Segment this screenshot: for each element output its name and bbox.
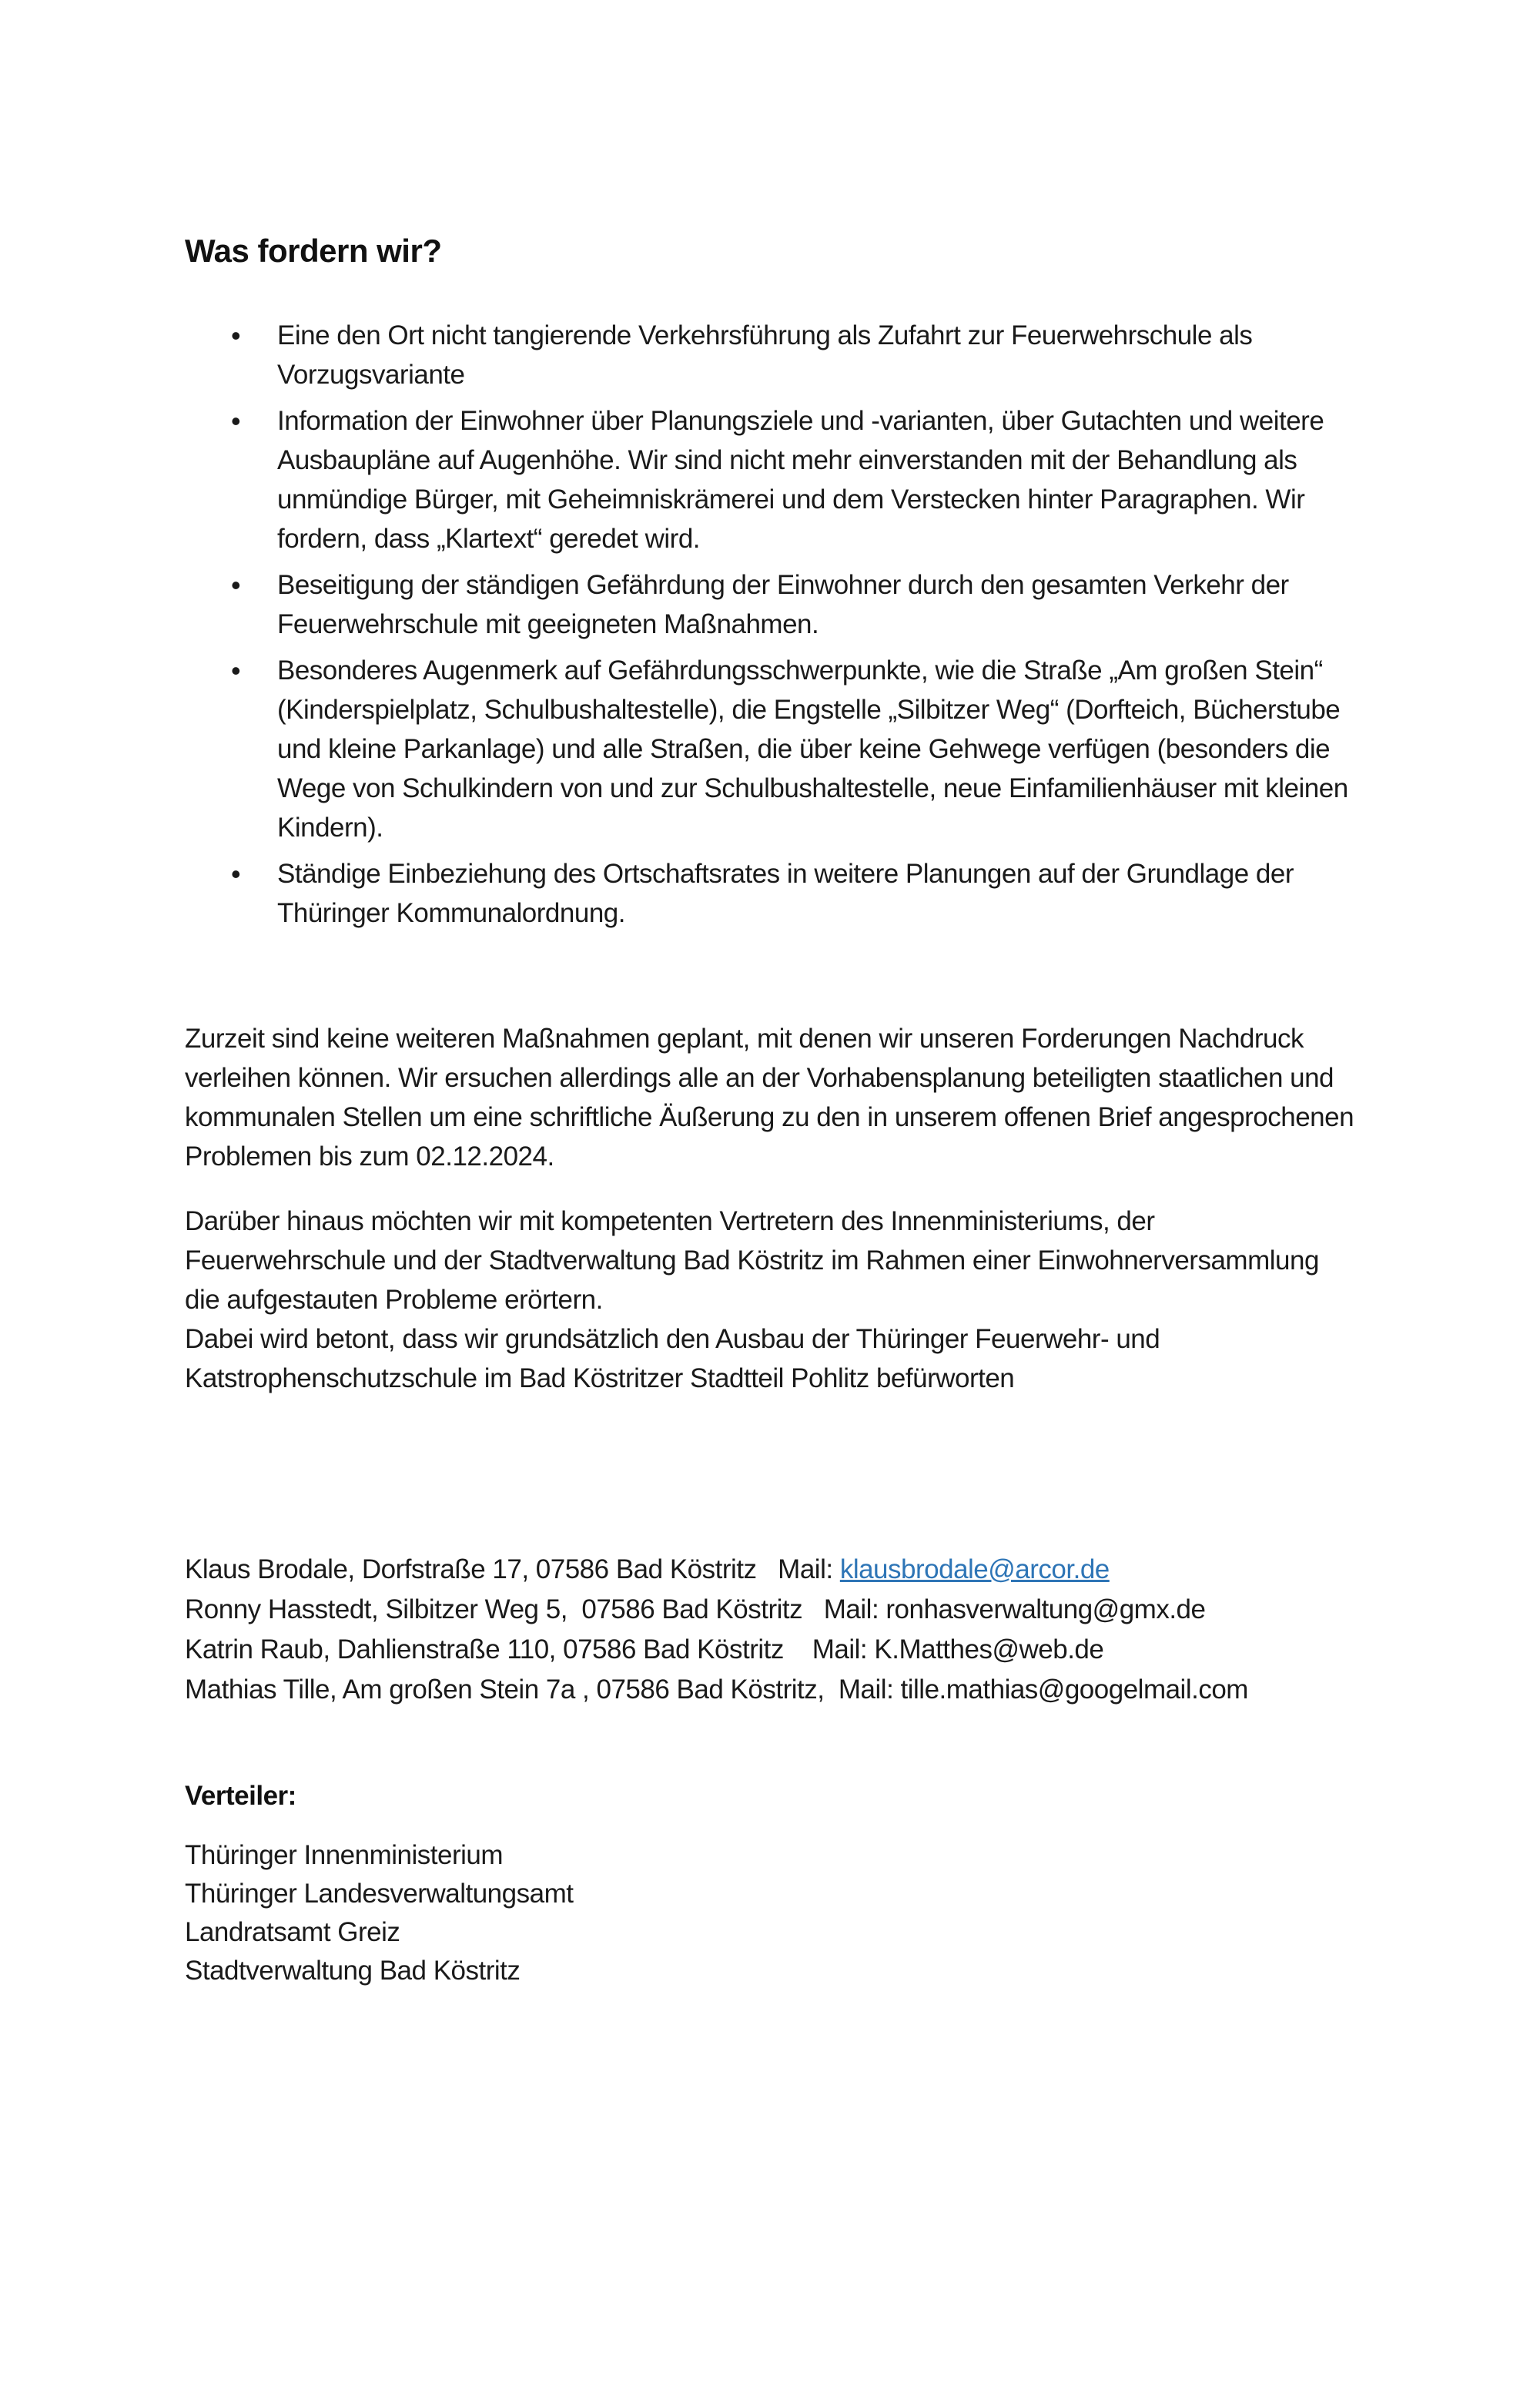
bullet-icon: • xyxy=(231,320,241,351)
demand-text: Eine den Ort nicht tangierende Verkehrsführung als Zufahrt zur Feuerwehrschule als Vorzugsvariante xyxy=(277,320,1253,390)
contact-text: Klaus Brodale, Dorfstraße 17, 07586 Bad Köstritz Mail: xyxy=(185,1554,840,1584)
document-page xyxy=(0,231,1540,2407)
demand-item xyxy=(185,651,1355,847)
email-text: ronhasverwaltung@gmx.de xyxy=(886,1594,1206,1624)
paragraph-measures: Zurzeit sind keine weiteren Maßnahmen geplant, mit denen wir unseren Forderungen Nachdruck verleihen können. Wir ersuchen allerdings alle an der Vorhabensplanung beteiligten staatlichen und kommunalen Stellen um eine schriftliche Äußerung zu den in unserem offenen Brief angesprochenen Problemen bis zum 02.12.2024. xyxy=(185,1024,1354,1172)
verteiler-list xyxy=(185,1836,1355,1990)
bullet-icon: • xyxy=(231,569,241,601)
email-text: K.Matthes@web.de xyxy=(874,1634,1104,1664)
contact-line xyxy=(185,1630,1355,1670)
contact-block xyxy=(185,1550,1355,1710)
contact-text: Mathias Tille, Am großen Stein 7a , 07586 Bad Köstritz, Mail: xyxy=(185,1675,901,1705)
demand-list xyxy=(185,316,1355,933)
contact-text: Katrin Raub, Dahlienstraße 110, 07586 Bad Köstritz Mail: xyxy=(185,1634,875,1664)
bullet-icon: • xyxy=(231,655,241,686)
verteiler-item: Stadtverwaltung Bad Köstritz xyxy=(185,1956,521,1986)
paragraph-meeting-group xyxy=(185,1202,1355,1398)
demand-item xyxy=(185,316,1355,394)
bullet-icon: • xyxy=(231,405,241,437)
demand-text: Beseitigung der ständigen Gefährdung der Einwohner durch den gesamten Verkehr der Feuerwehrschule mit geeigneten Maßnahmen. xyxy=(277,570,1289,639)
verteiler-heading: Verteiler: xyxy=(185,1781,296,1811)
demand-item xyxy=(185,565,1355,644)
verteiler-item: Landratsamt Greiz xyxy=(185,1917,400,1947)
demand-text: Information der Einwohner über Planungsziele und -varianten, über Gutachten und weitere Ausbaupläne auf Augenhöhe. Wir sind nicht mehr einverstanden mit der Behandlung als unmündige Bürger, mit Geheimniskrämerei und dem Verstecken hinter Paragraphen. Wir fordern, dass „Klartext“ geredet wird. xyxy=(277,406,1324,554)
contact-line xyxy=(185,1590,1355,1630)
verteiler-item: Thüringer Landesverwaltungsamt xyxy=(185,1879,574,1909)
contact-line xyxy=(185,1670,1355,1710)
contact-line xyxy=(185,1550,1355,1590)
demand-text: Ständige Einbeziehung des Ortschaftsrates in weitere Planungen auf der Grundlage der Thüringer Kommunalordnung. xyxy=(277,859,1294,928)
bullet-icon: • xyxy=(231,858,241,890)
paragraph-support: Dabei wird betont, dass wir grundsätzlich den Ausbau der Thüringer Feuerwehr- und Katstrophenschutzschule im Bad Köstritzer Stadtteil Pohlitz befürworten xyxy=(185,1324,1160,1393)
email-link[interactable]: klausbrodale@arcor.de xyxy=(839,1554,1110,1584)
section-heading: Was fordern wir? xyxy=(185,233,442,269)
email-text: tille.mathias@googelmail.com xyxy=(900,1675,1248,1705)
paragraph-meeting: Darüber hinaus möchten wir mit kompetenten Vertretern des Innenministeriums, der Feuerwehrschule und der Stadtverwaltung Bad Köstritz im Rahmen einer Einwohnerversammlung die aufgestauten Probleme erörtern. xyxy=(185,1206,1319,1315)
demand-text: Besonderes Augenmerk auf Gefährdungsschwerpunkte, wie die Straße „Am großen Stein“ (Kinderspielplatz, Schulbushaltestelle), die Engstelle „Silbitzer Weg“ (Dorfteich, Bücherstube und kleine Parkanlage) und alle Straßen, die über keine Gehwege verfügen (besonders die Wege von Schulkindern von und zur Schulbushaltestelle, neue Einfamilienhäuser mit kleinen Kindern). xyxy=(277,655,1348,843)
demand-item xyxy=(185,401,1355,558)
demand-item xyxy=(185,854,1355,933)
contact-text: Ronny Hasstedt, Silbitzer Weg 5, 07586 Bad Köstritz Mail: xyxy=(185,1594,886,1624)
verteiler-item: Thüringer Innenministerium xyxy=(185,1840,504,1870)
